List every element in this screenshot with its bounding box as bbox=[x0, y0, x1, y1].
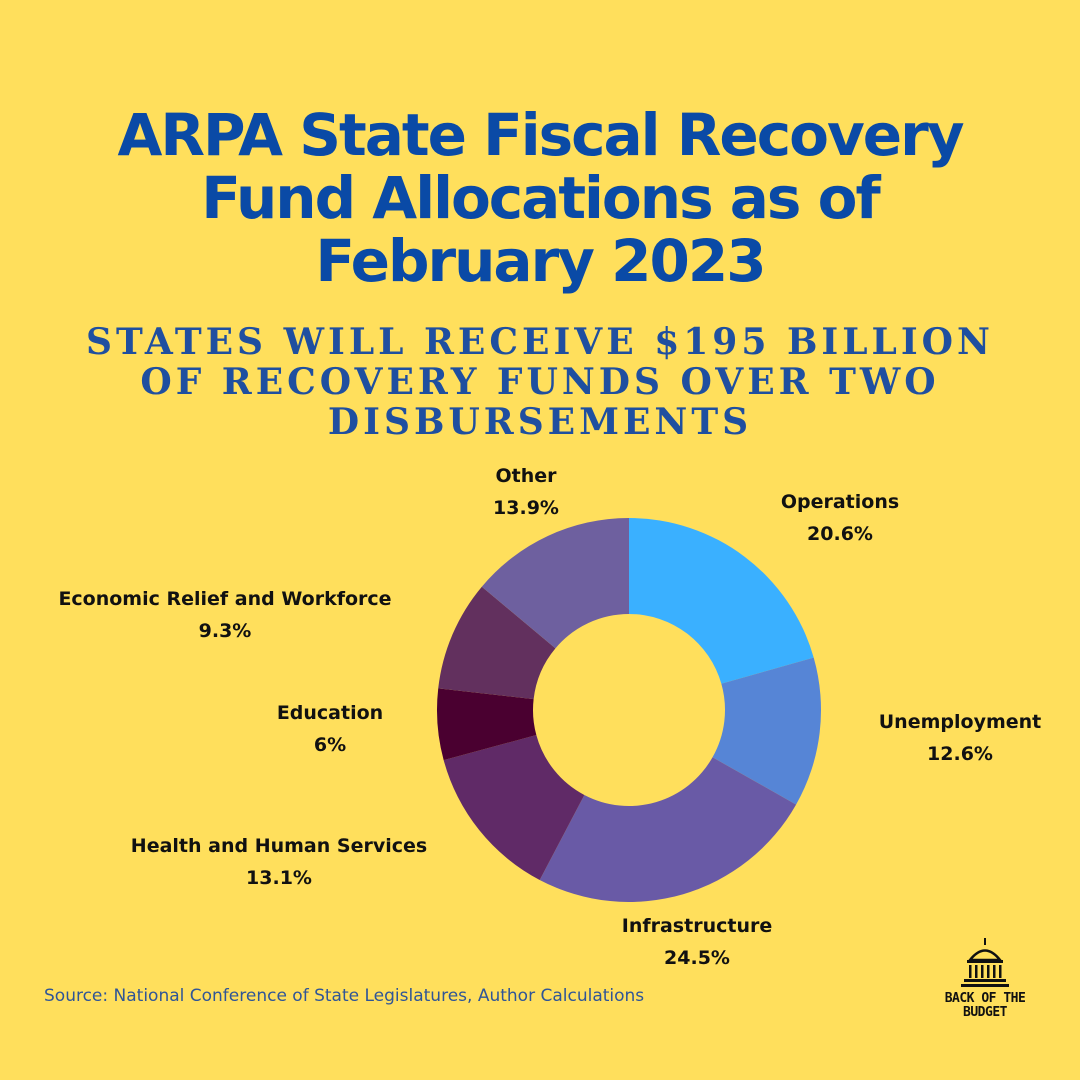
slice-label-name: Operations bbox=[780, 491, 900, 513]
subtitle-line-3: DISBURSEMENTS bbox=[327, 401, 753, 443]
slice-label-name: Education bbox=[276, 702, 384, 724]
slice-label-economic-relief bbox=[58, 583, 391, 647]
slice-label-name: Health and Human Services bbox=[130, 835, 428, 857]
title-line-1: ARPA State Fiscal Recovery bbox=[117, 101, 963, 169]
subtitle-line-1: STATES WILL RECEIVE $195 BILLION bbox=[86, 321, 994, 363]
slice-label-operations bbox=[781, 486, 899, 550]
slice-label-value: 24.5% bbox=[664, 947, 730, 969]
slice-label-name: Other bbox=[495, 465, 557, 487]
slice-label-name: Economic Relief and Workforce bbox=[58, 588, 392, 610]
title-line-3: February 2023 bbox=[315, 227, 765, 295]
slice-label-value: 9.3% bbox=[198, 620, 252, 642]
slice-label-value: 13.1% bbox=[246, 867, 312, 889]
slice-label-unemployment bbox=[879, 706, 1041, 770]
slice-label-value: 12.6% bbox=[927, 743, 993, 765]
slice-label-name: Infrastructure bbox=[621, 915, 773, 937]
back-of-the-budget-logo bbox=[940, 938, 1030, 1020]
slice-label-value: 6% bbox=[313, 734, 347, 756]
logo-text-line-2: BUDGET bbox=[963, 1005, 1007, 1020]
slice-label-value: 13.9% bbox=[493, 497, 559, 519]
slice-label-infrastructure bbox=[622, 910, 772, 974]
slice-label-education bbox=[277, 697, 383, 761]
slice-label-name: Unemployment bbox=[878, 711, 1042, 733]
title-line-2: Fund Allocations as of bbox=[201, 164, 879, 232]
slice-label-value: 20.6% bbox=[807, 523, 873, 545]
slice-label-other bbox=[493, 460, 559, 524]
capitol-dome-icon bbox=[961, 938, 1009, 988]
logo-text-line-1: BACK OF THE bbox=[944, 991, 1026, 1006]
source-note: Source: National Conference of State Legislatures, Author Calculations bbox=[44, 986, 645, 1006]
subtitle-line-2: OF RECOVERY FUNDS OVER TWO bbox=[140, 361, 940, 403]
slice-label-health-human-services bbox=[131, 830, 427, 894]
